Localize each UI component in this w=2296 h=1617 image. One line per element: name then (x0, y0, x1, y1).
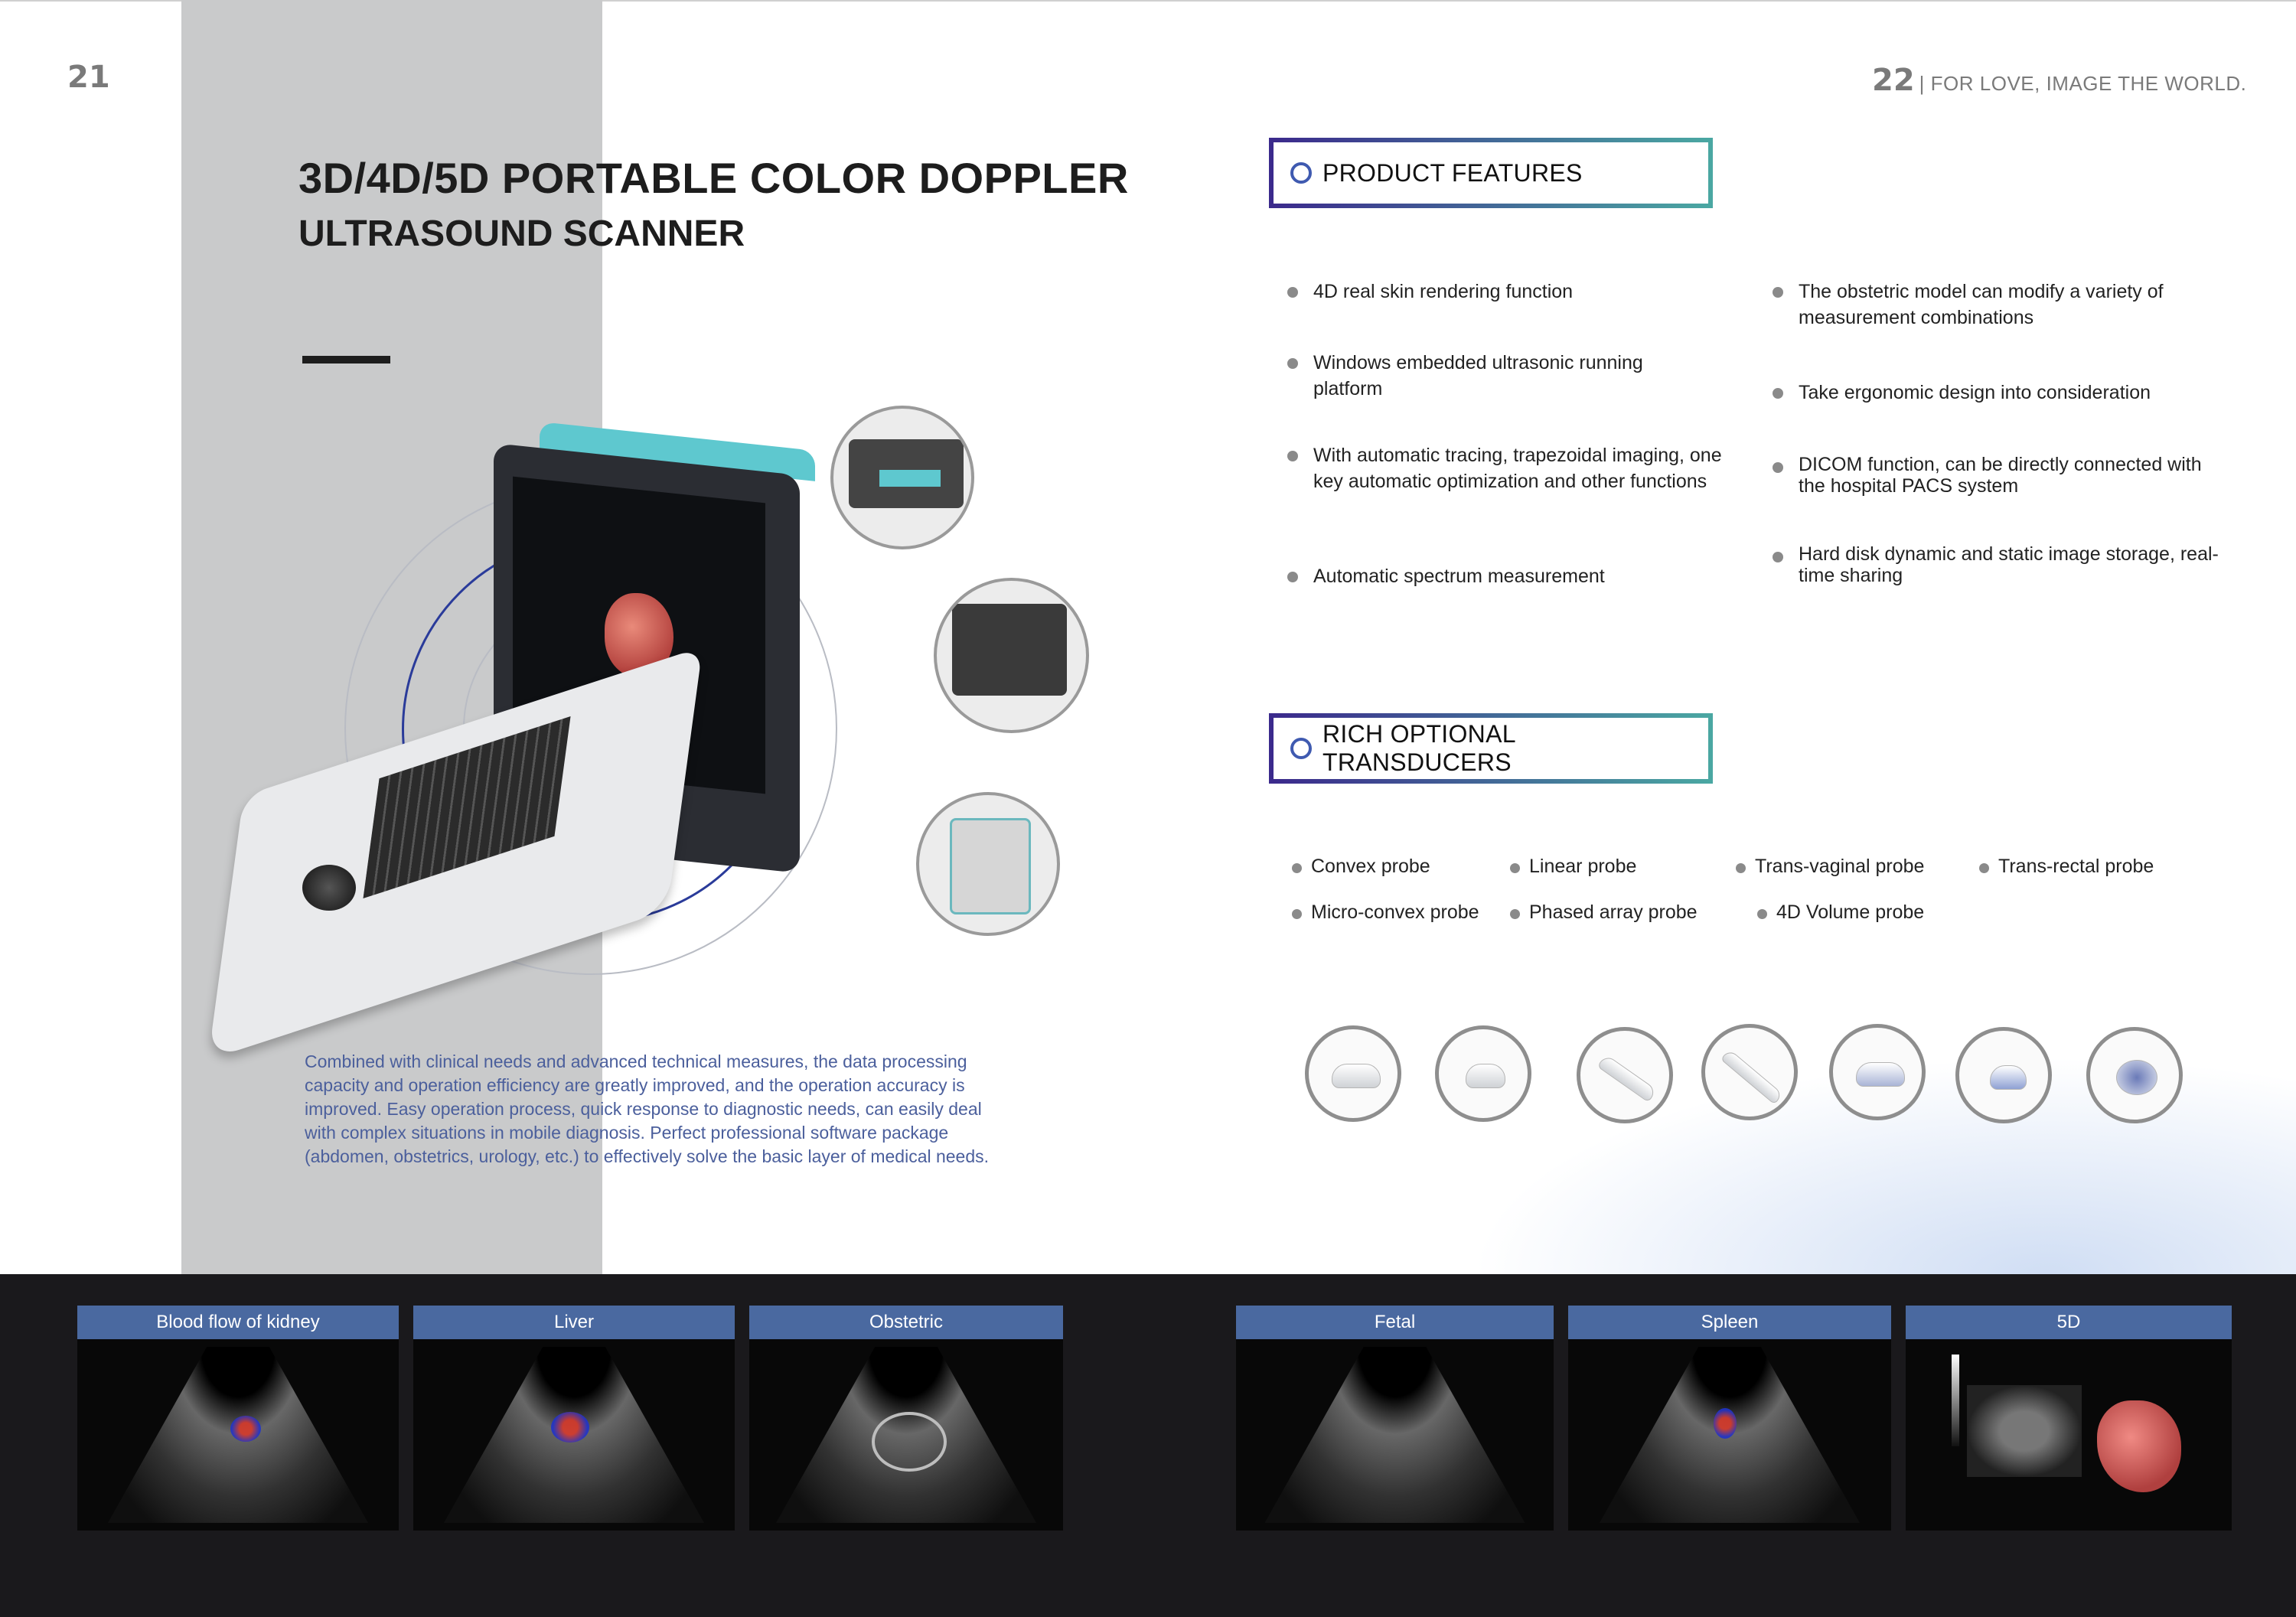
gallery-label: Fetal (1236, 1306, 1554, 1339)
linear-probe-image (1829, 1024, 1926, 1120)
section-heading-label: RICH OPTIONAL TRANSDUCERS (1322, 720, 1515, 776)
product-description: Combined with clinical needs and advanced technical measures, the data processing capacity and operation efficiency are greatly improved, and the operation accuracy is improved. Easy operation process, quick response to diagnostic needs, can easily deal with complex situations in mobile diagnosis. Perfect professional software package (abdomen, obstetrics, urology, etc.) to effectively solve the basic layer of medical needs. (305, 1051, 990, 1166)
detail-thumbnail-closed (916, 792, 1060, 936)
right-page-number: 22 (1872, 63, 1915, 98)
4d-volume-probe-image (2086, 1027, 2183, 1123)
feature-item: Hard disk dynamic and static image storage, real-time sharing (1773, 543, 2227, 586)
feature-item: Windows embedded ultrasonic running platform (1287, 350, 1711, 402)
ultrasound-image (413, 1339, 735, 1531)
probe-item: Phased array probe (1510, 901, 1698, 924)
phased-array-probe-image (1955, 1027, 2052, 1123)
gallery-card-obstetric (749, 1306, 1063, 1531)
probe-item: Micro-convex probe (1292, 901, 1479, 924)
ultrasound-device-illustration (218, 429, 846, 1025)
feature-item: Automatic spectrum measurement (1287, 563, 1742, 589)
gallery-card-fetal (1236, 1306, 1554, 1531)
gallery-label: Blood flow of kidney (77, 1306, 399, 1339)
trans-vaginal-probe-image (1577, 1027, 1673, 1123)
right-page-header (1872, 63, 2246, 98)
probe-item: Trans-rectal probe (1979, 856, 2154, 878)
gallery-label: Liver (413, 1306, 735, 1339)
product-title-line2: ULTRASOUND SCANNER (298, 214, 745, 254)
trans-rectal-probe-image (1701, 1024, 1798, 1120)
left-page-number: 21 (67, 60, 110, 95)
tagline: | FOR LOVE, IMAGE THE WORLD. (1919, 72, 2247, 95)
gallery-label: Spleen (1568, 1306, 1891, 1339)
ultrasound-image (1236, 1339, 1554, 1531)
ultrasound-image (749, 1339, 1063, 1531)
ultrasound-image (77, 1339, 399, 1531)
convex-probe-image (1305, 1025, 1401, 1122)
gallery-card-spleen (1568, 1306, 1891, 1531)
5d-skin-render (2097, 1400, 2181, 1492)
feature-item: DICOM function, can be directly connected with the hospital PACS system (1773, 454, 2212, 497)
trackball (302, 865, 356, 911)
micro-convex-probe-image (1435, 1025, 1531, 1122)
probe-item: Linear probe (1510, 856, 1636, 878)
gallery-label: 5D (1906, 1306, 2232, 1339)
circle-icon (1290, 162, 1312, 184)
title-underline (302, 356, 390, 363)
product-title-line1: 3D/4D/5D PORTABLE COLOR DOPPLER (298, 154, 1129, 202)
product-features-heading (1269, 138, 1713, 208)
gallery-card-liver (413, 1306, 735, 1531)
feature-item: Take ergonomic design into consideration (1773, 380, 2227, 406)
detail-thumbnail-panel (830, 406, 974, 549)
probe-item: Trans-vaginal probe (1736, 856, 1924, 878)
gallery-card-5d (1906, 1306, 2232, 1531)
feature-item: With automatic tracing, trapezoidal imaging, one key automatic optimization and other functions (1287, 442, 1727, 494)
transducers-heading (1269, 713, 1713, 784)
detail-thumbnail-trackball (934, 578, 1089, 733)
circle-icon (1290, 738, 1312, 759)
ultrasound-image (1568, 1339, 1891, 1531)
probe-item: Convex probe (1292, 856, 1430, 878)
feature-item: The obstetric model can modify a variety of measurement combinations (1773, 279, 2197, 331)
feature-item: 4D real skin rendering function (1287, 279, 1742, 305)
section-heading-label: PRODUCT FEATURES (1322, 158, 1583, 187)
gallery-label: Obstetric (749, 1306, 1063, 1339)
probe-images-row (1270, 1014, 2296, 1136)
gallery-card-kidney (77, 1306, 399, 1531)
probe-item: 4D Volume probe (1757, 901, 1924, 924)
ultrasound-image (1906, 1339, 2232, 1531)
